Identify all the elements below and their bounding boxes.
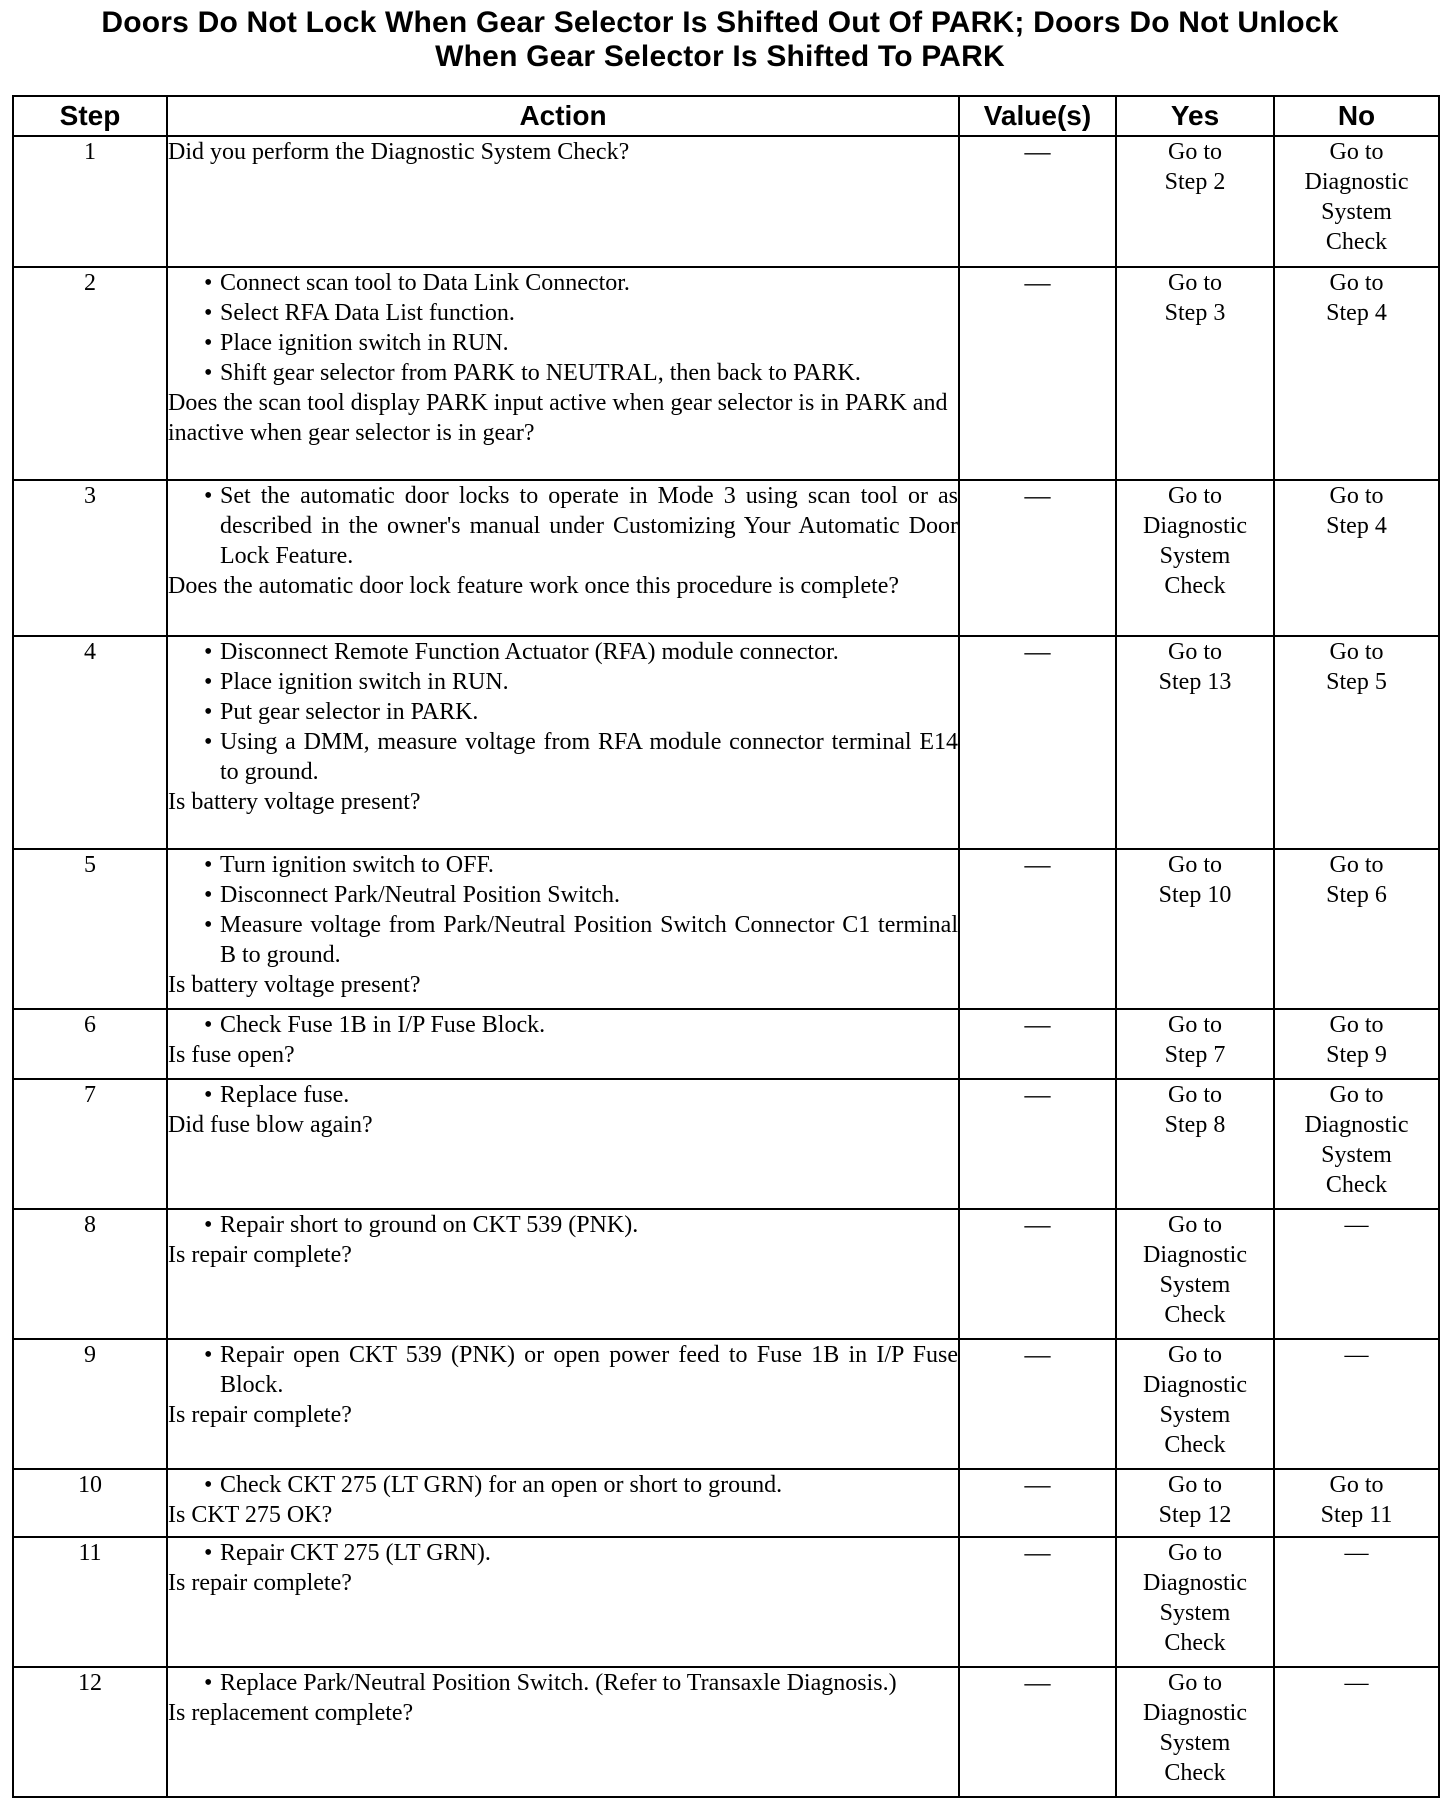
action-question: Is fuse open? [168,1042,295,1068]
no-cell: Go to Step 4 [1274,480,1439,636]
table-header-row [13,96,1439,136]
step-number: 8 [13,1209,167,1339]
action-bullet: • Connect scan tool to Data Link Connector. [204,268,958,298]
step-number: 6 [13,1009,167,1079]
action-bullet: • Disconnect Remote Function Actuator (RFA) module connector. [204,637,958,667]
no-cell: Go to Step 4 [1274,267,1439,480]
value-cell: — [959,267,1116,480]
table-row [13,267,1439,480]
action-bullet: • Disconnect Park/Neutral Position Switch. [204,880,958,910]
no-cell: Go to Step 11 [1274,1469,1439,1537]
table-row [13,1469,1439,1537]
value-cell: — [959,1537,1116,1667]
action-bullet-list [168,481,958,571]
yes-cell: Go to Step 2 [1116,136,1274,267]
table-row [13,636,1439,849]
step-number: 11 [13,1537,167,1667]
page-title-line: Doors Do Not Lock When Gear Selector Is Shifted Out Of PARK; Doors Do Not Unlock [101,6,1339,39]
action-bullet-list [168,1210,958,1240]
action-cell [167,1667,959,1797]
action-cell [167,1009,959,1079]
yes-cell: Go to Step 10 [1116,849,1274,1009]
table-row [13,849,1439,1009]
step-number: 1 [13,136,167,267]
yes-cell: Go to Diagnostic System Check [1116,480,1274,636]
action-bullet: • Shift gear selector from PARK to NEUTRAL, then back to PARK. [204,358,958,388]
action-question: Is battery voltage present? [168,972,421,998]
column-header-no: No [1274,96,1439,136]
column-header-yes: Yes [1116,96,1274,136]
action-cell [167,1537,959,1667]
step-number: 2 [13,267,167,480]
action-question: Does the automatic door lock feature work once this procedure is complete? [168,573,900,599]
yes-cell: Go to Step 13 [1116,636,1274,849]
action-bullet: • Using a DMM, measure voltage from RFA module connector terminal E14 to ground. [204,727,958,787]
value-cell: — [959,1079,1116,1209]
action-bullet: • Select RFA Data List function. [204,298,958,328]
action-question: Is CKT 275 OK? [168,1502,333,1528]
action-question: Is replacement complete? [168,1700,414,1726]
yes-cell: Go to Step 3 [1116,267,1274,480]
table-row [13,480,1439,636]
action-bullet: • Place ignition switch in RUN. [204,667,958,697]
action-bullet: • Replace Park/Neutral Position Switch. (Refer to Transaxle Diagnosis.) [204,1668,958,1698]
action-bullet: • Place ignition switch in RUN. [204,328,958,358]
value-cell: — [959,1009,1116,1079]
yes-cell: Go to Diagnostic System Check [1116,1339,1274,1469]
table-row [13,1667,1439,1797]
action-cell [167,1079,959,1209]
yes-cell: Go to Diagnostic System Check [1116,1667,1274,1797]
no-cell: — [1274,1537,1439,1667]
action-bullet: • Check CKT 275 (LT GRN) for an open or short to ground. [204,1470,958,1500]
no-cell: — [1274,1209,1439,1339]
step-number: 9 [13,1339,167,1469]
page-title-line: When Gear Selector Is Shifted To PARK [435,40,1005,73]
action-bullet-list [168,1010,958,1040]
action-bullet: • Repair short to ground on CKT 539 (PNK). [204,1210,958,1240]
value-cell: — [959,136,1116,267]
step-number: 3 [13,480,167,636]
action-bullet: • Check Fuse 1B in I/P Fuse Block. [204,1010,958,1040]
step-number: 7 [13,1079,167,1209]
action-bullet: • Repair CKT 275 (LT GRN). [204,1538,958,1568]
column-header-action: Action [167,96,959,136]
action-bullet-list [168,637,958,787]
page-title [0,0,1440,74]
table-row [13,1209,1439,1339]
action-bullet-list [168,1080,958,1110]
no-cell: Go to Step 5 [1274,636,1439,849]
action-bullet: • Measure voltage from Park/Neutral Position Switch Connector C1 terminal B to ground. [204,910,958,970]
value-cell: — [959,1667,1116,1797]
table-row [13,136,1439,267]
action-cell [167,849,959,1009]
action-bullet: • Repair open CKT 539 (PNK) or open power feed to Fuse 1B in I/P Fuse Block. [204,1340,958,1400]
yes-cell: Go to Step 7 [1116,1009,1274,1079]
action-question: Did fuse blow again? [168,1112,373,1138]
step-number: 4 [13,636,167,849]
yes-cell: Go to Step 12 [1116,1469,1274,1537]
action-question: Did you perform the Diagnostic System Check? [168,139,630,165]
action-bullet: • Turn ignition switch to OFF. [204,850,958,880]
action-cell [167,267,959,480]
yes-cell: Go to Step 8 [1116,1079,1274,1209]
action-bullet-list [168,1538,958,1568]
action-question: Does the scan tool display PARK input active when gear selector is in PARK and inactive when gear selector is in gear? [168,390,948,446]
value-cell: — [959,849,1116,1009]
action-bullet-list [168,850,958,970]
no-cell: Go to Step 9 [1274,1009,1439,1079]
no-cell: Go to Diagnostic System Check [1274,136,1439,267]
action-bullet: • Set the automatic door locks to operate in Mode 3 using scan tool or as described in the owner's manual under Customizing Your Automatic Door Lock Feature. [204,481,958,571]
column-header-step: Step [13,96,167,136]
value-cell: — [959,1339,1116,1469]
value-cell: — [959,1469,1116,1537]
step-number: 10 [13,1469,167,1537]
no-cell: — [1274,1339,1439,1469]
action-bullet-list [168,268,958,388]
table-row [13,1537,1439,1667]
no-cell: — [1274,1667,1439,1797]
action-question: Is repair complete? [168,1242,352,1268]
step-number: 12 [13,1667,167,1797]
yes-cell: Go to Diagnostic System Check [1116,1537,1274,1667]
diagnostic-table [12,95,1440,1798]
value-cell: — [959,480,1116,636]
value-cell: — [959,1209,1116,1339]
column-header-value: Value(s) [959,96,1116,136]
action-bullet: • Put gear selector in PARK. [204,697,958,727]
action-bullet-list [168,1340,958,1400]
action-question: Is repair complete? [168,1402,352,1428]
table-row [13,1009,1439,1079]
action-bullet: • Replace fuse. [204,1080,958,1110]
action-cell [167,136,959,267]
action-bullet-list [168,1668,958,1698]
step-number: 5 [13,849,167,1009]
action-cell [167,1469,959,1537]
value-cell: — [959,636,1116,849]
action-cell [167,1209,959,1339]
action-bullet-list [168,1470,958,1500]
action-cell [167,480,959,636]
yes-cell: Go to Diagnostic System Check [1116,1209,1274,1339]
table-row [13,1079,1439,1209]
no-cell: Go to Diagnostic System Check [1274,1079,1439,1209]
action-question: Is repair complete? [168,1570,352,1596]
action-cell [167,636,959,849]
action-question: Is battery voltage present? [168,789,421,815]
no-cell: Go to Step 6 [1274,849,1439,1009]
action-cell [167,1339,959,1469]
table-row [13,1339,1439,1469]
